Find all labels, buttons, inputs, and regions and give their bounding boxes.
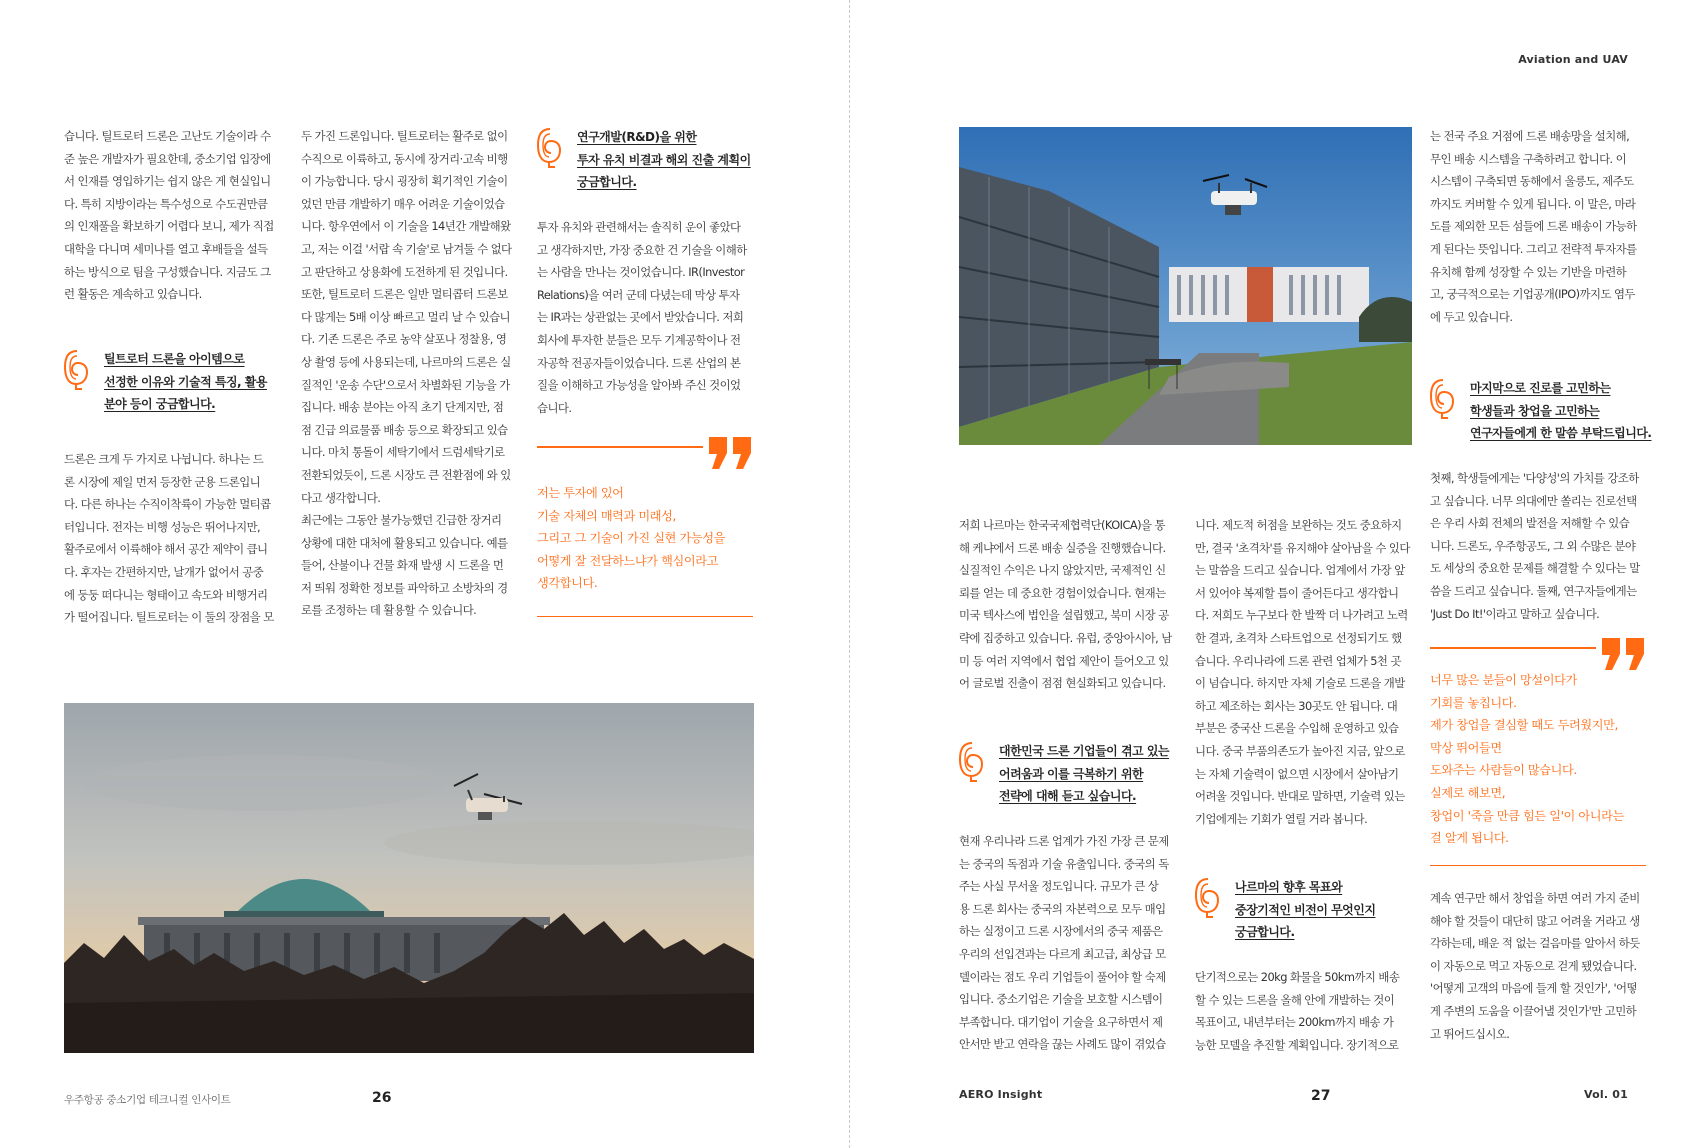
line: 제가 창업을 결심할 때도 두려웠지만,	[1430, 718, 1618, 733]
text-line: 활주로에서 이륙해야 해서 공간 제약이 큽니	[64, 542, 268, 557]
question-text	[1235, 876, 1375, 944]
text-line: 전환되었듯이, 드론 시장도 큰 전환점에 와 있	[301, 467, 511, 482]
line: 생각합니다.	[537, 576, 598, 591]
magazine-name: AERO Insight	[959, 1088, 1043, 1101]
text-line: 대학을 다니며 세미나를 열고 후배들을 설득	[64, 241, 268, 256]
text-line: 고 싶습니다. 너무 의대에만 쏠리는 진로선택	[1430, 493, 1637, 508]
page-number: 27	[1311, 1088, 1331, 1104]
text-line: 니다. 중국 부품의존도가 높아진 지금, 앞으로	[1195, 743, 1405, 758]
question-heading	[957, 740, 1169, 808]
question-text	[1470, 377, 1651, 445]
text-line: 실질적인 수익은 나지 않았지만, 국제적인 신	[959, 563, 1166, 578]
text-line: 하는 실정이고 드론 시장에서의 중국 제품은	[959, 924, 1163, 939]
building-drone-photo	[959, 127, 1412, 445]
text-line: 입니다. 중소기업은 기술을 보호할 시스템이	[959, 992, 1163, 1007]
text-line: 회사에 투자한 분들은 모두 기계공학이나 전	[537, 332, 741, 347]
text-line: 었던 만큼 개발하기 매우 어려운 기술이었습	[301, 196, 505, 211]
right-col3-bottom	[1430, 887, 1646, 1045]
left-col2	[301, 125, 515, 622]
text-line: 뢰를 얻는 데 중요한 경험이었습니다. 현재는	[959, 585, 1166, 600]
text-line: 가 떨어집니다. 틸트로터는 이 둘의 장점을 모	[64, 610, 274, 625]
text-line: 도를 제외한 모든 섬들에 드론 배송이 가능하	[1430, 219, 1637, 234]
line: 궁금합니다.	[1235, 925, 1295, 940]
text-line: 다 많게는 5배 이상 빠르고 멀리 날 수 있습니	[301, 309, 510, 324]
line: 저는 투자에 있어	[537, 486, 624, 500]
text-line: 로를 조정하는 데 활용할 수 있습니다.	[301, 603, 477, 618]
text-line: 다. 다른 하나는 수직이착륙이 가능한 멀티콥	[64, 497, 271, 512]
text-line: 만, 결국 '초격차'를 유지해야 살아남을 수 있다	[1195, 540, 1410, 555]
text-line: 질적인 '운송 수단'으로서 차별화된 기능을 가	[301, 377, 510, 392]
assembly-drone-photo	[64, 703, 754, 1053]
text-line: 다고 생각합니다.	[301, 490, 381, 505]
text-line: 다. 저희도 누구보다 한 발짝 더 나가려고 노력	[1195, 608, 1408, 623]
line: 선정한 이유와 기술적 특징, 활용	[104, 374, 267, 389]
text-line: 서 있어야 복제할 틈이 줄어든다고 생각합니	[1195, 585, 1399, 600]
text-line: 서 인재를 영입하기는 쉽지 않은 게 현실입니	[64, 174, 271, 189]
text-line: 델이라는 점도 우리 기업들이 풀어야 할 숙제	[959, 969, 1166, 984]
text-line: 상황에 대한 대처에 활용되고 있습니다. 예를	[301, 535, 508, 550]
running-footer: 우주항공 중소기업 테크니컬 인사이트	[64, 1094, 231, 1106]
right-col3-mid	[1430, 467, 1646, 625]
text-line: 런 활동은 계속하고 있습니다.	[64, 287, 202, 302]
right-col1-top	[959, 514, 1175, 695]
line: 나르마의 향후 목표와	[1235, 880, 1343, 894]
text-line: 략에 집중하고 있습니다. 유럽, 중앙아시아, 남	[959, 630, 1172, 645]
text-line: 수직으로 이륙하고, 동시에 장거리·고속 비행	[301, 151, 508, 166]
text-line: 또한, 틸트로터 드론은 일반 멀티콥터 드론보	[301, 287, 508, 302]
text-line: 도 세상의 중요한 문제를 해결할 수 있다는 말	[1430, 561, 1640, 576]
line: 어떻게 잘 전달하느냐가 핵심이라고	[537, 553, 719, 568]
line: 기회를 놓칩니다.	[1430, 695, 1517, 710]
text-line: 드론은 크게 두 가지로 나뉩니다. 하나는 드	[64, 452, 264, 466]
text-line: 게 된다는 뜻입니다. 그리고 전략적 투자자를	[1430, 241, 1637, 256]
quote-mark-icon	[1600, 638, 1646, 670]
line: 투자 유치 비결과 해외 진출 계획이	[577, 152, 751, 167]
text-line: 안서만 받고 연락을 끊는 사례도 많이 겪었습	[959, 1037, 1166, 1052]
line: 너무 많은 분들이 망설이다가	[1430, 673, 1577, 687]
quote-rule-top	[1430, 647, 1596, 649]
pull-quote	[1430, 647, 1646, 871]
text-line: 고, 저는 이걸 '서랍 속 기술'로 남겨둘 수 없다	[301, 241, 512, 256]
line: 창업이 '죽을 만큼 힘든 일'이 아니라는	[1430, 808, 1624, 823]
text-line: 는 자체 기술력이 없으면 시장에서 살아남기	[1195, 766, 1399, 781]
line: 연구자들에게 한 말씀 부탁드립니다.	[1470, 426, 1652, 441]
text-line: 게 주변의 도움을 이끌어낼 것인가'만 고민하	[1430, 1003, 1637, 1018]
text-line: 한 결과, 초격차 스타트업으로 선정되기도 했	[1195, 630, 1402, 645]
line: 도와주는 사람들이 많습니다.	[1430, 763, 1577, 778]
quote-text	[1430, 669, 1624, 850]
text-line: 점 긴급 의료물품 배송 등으로 확장되고 있습	[301, 422, 508, 437]
text-line: 이 가능합니다. 당시 굉장히 획기적인 기술이	[301, 174, 508, 189]
text-line: 고 판단하고 상용화에 도전하게 된 것입니다.	[301, 264, 508, 279]
question-text	[577, 126, 751, 194]
line: 기술 자체의 매력과 미래성,	[537, 508, 677, 523]
text-line: 능한 모델을 추진할 계획입니다. 장기적으로	[1195, 1037, 1399, 1052]
left-col1-bottom	[64, 448, 276, 629]
text-line: 주는 사실 무서울 정도입니다. 규모가 큰 상	[959, 879, 1159, 894]
text-line: 습니다.	[537, 400, 572, 415]
text-line: 습니다. 틸트로터 드론은 고난도 기술이라 수	[64, 129, 271, 143]
right-col2-top	[1195, 514, 1411, 830]
page-number: 26	[372, 1090, 392, 1106]
line: 중장기적인 비전이 무엇인지	[1235, 902, 1376, 917]
text-line: 니다. 항우연에서 이 기술을 14년간 개발해왔	[301, 219, 511, 234]
text-line: 들어, 산불이나 건물 화재 발생 시 드론을 먼	[301, 558, 504, 573]
question-text	[104, 348, 267, 416]
text-line: 미 등 여러 지역에서 협업 제안이 들어오고 있	[959, 653, 1169, 668]
question-heading	[62, 348, 267, 416]
quote-mark-icon	[707, 437, 753, 469]
quote-rule-top	[537, 446, 703, 448]
question-icon	[1193, 876, 1223, 920]
text-line: 목표이고, 내년부터는 200km까지 배송 가	[1195, 1015, 1394, 1030]
quote-text	[537, 482, 725, 595]
text-line: 질을 이해하고 가능성을 알아봐 주신 것이었	[537, 378, 741, 393]
text-line: 저희 나르마는 한국국제협력단(KOICA)을 통	[959, 518, 1165, 532]
text-line: 다. 후자는 간편하지만, 날개가 없어서 공중	[64, 564, 264, 579]
text-line: 다. 기존 드론은 주로 농약 살포나 정찰용, 영	[301, 332, 507, 347]
text-line: 기업에게는 기회가 열릴 거라 봅니다.	[1195, 811, 1368, 826]
text-line: 각하는데, 배운 적 없는 걸음마를 알아서 하듯	[1430, 936, 1640, 951]
right-page	[852, 0, 1701, 1148]
line: 틸트로터 드론을 아이템으로	[104, 352, 245, 366]
text-line: 자공학 전공자들이었습니다. 드론 산업의 본	[537, 355, 741, 370]
text-line: 유치해 함께 성장할 수 있는 기반을 마련하	[1430, 264, 1627, 279]
text-line: 는 사람을 만나는 것이었습니다. IR(Investor	[537, 265, 745, 280]
text-line: 이 자동으로 먹고 자동으로 걷게 됐었습니다.	[1430, 958, 1637, 973]
line: 막상 뛰어들면	[1430, 740, 1502, 755]
quote-rule-bottom	[1430, 865, 1646, 866]
text-line: 무인 배송 시스템을 구축하려고 합니다. 이	[1430, 151, 1627, 166]
text-line: 해야 할 것들이 대단히 많고 어려울 거라고 생	[1430, 913, 1640, 928]
text-line: 단기적으로는 20kg 화물을 50km까지 배송	[1195, 970, 1400, 984]
text-line: 우리의 선입견과는 다르게 최고급, 최상급 모	[959, 946, 1166, 961]
question-icon	[535, 126, 565, 170]
text-line: 는 중국의 독점과 기술 유출입니다. 중국의 독	[959, 856, 1169, 871]
text-line: 할 수 있는 드론을 올해 안에 개발하는 것이	[1195, 992, 1395, 1007]
text-line: 는 말씀을 드리고 싶습니다. 업계에서 가장 앞	[1195, 563, 1405, 578]
line: 실제로 해보면,	[1430, 785, 1506, 800]
line: 학생들과 창업을 고민하는	[1470, 403, 1600, 418]
text-line: 부분은 중국산 드론을 수입해 운영하고 있습	[1195, 721, 1399, 736]
text-line: 니다. 마치 통돌이 세탁기에서 드럼세탁기로	[301, 445, 505, 460]
left-page	[0, 0, 849, 1148]
text-line: 고, 궁극적으로는 기업공개(IPO)까지도 염두	[1430, 287, 1635, 302]
line: 궁금합니다.	[577, 175, 637, 190]
quote-rule-bottom	[537, 616, 753, 617]
line: 걸 알게 됩니다.	[1430, 831, 1509, 846]
text-line: 투자 유치와 관련해서는 솔직히 운이 좋았다	[537, 220, 741, 234]
text-line: 론 시장에 제일 먼저 등장한 군용 드론입니	[64, 474, 261, 489]
text-line: 고 뛰어드십시오.	[1430, 1026, 1510, 1041]
text-line: 상 촬영 등에 사용되는데, 나르마의 드론은 실	[301, 354, 511, 369]
text-line: 계속 연구만 해서 창업을 하면 여러 가지 준비	[1430, 891, 1640, 905]
text-line: 습니다. 우리나라에 드론 관련 업체가 5천 곳	[1195, 653, 1401, 668]
text-line: 두 가진 드론입니다. 틸트로터는 활주로 없이	[301, 129, 508, 143]
line: 분야 등이 궁금합니다.	[104, 397, 216, 412]
text-line: 집니다. 배송 분야는 아직 초기 단계지만, 점	[301, 400, 504, 415]
text-line: 첫째, 학생들에게는 '다양성'의 가치를 강조하	[1430, 471, 1639, 485]
text-line: 은 우리 사회 전체의 발전을 저해할 수 있습	[1430, 516, 1630, 531]
line: 대한민국 드론 기업들이 겪고 있는	[999, 744, 1170, 758]
text-line: 까지도 커버할 수 있게 됩니다. 이 말은, 마라	[1430, 196, 1636, 211]
pull-quote	[537, 446, 753, 621]
text-line: 에 두고 있습니다.	[1430, 309, 1513, 324]
text-line: 고 생각하지만, 가장 중요한 건 기술을 이해하	[537, 242, 747, 257]
line: 그리고 그 기술이 가진 실현 가능성을	[537, 531, 725, 546]
text-line: 미국 텍사스에 법인을 설립했고, 북미 시장 공	[959, 608, 1169, 623]
text-line: 현재 우리나라 드론 업계가 가진 가장 큰 문제	[959, 834, 1169, 848]
text-line: 터입니다. 전자는 비행 성능은 뛰어나지만,	[64, 519, 261, 534]
text-line: 이 넘습니다. 하지만 자체 기술로 드론을 개발	[1195, 676, 1405, 691]
text-line: 용 드론 회사는 중국의 자본력으로 모두 매입	[959, 901, 1166, 916]
text-line: 하는 방식으로 팀을 구성했습니다. 지금도 그	[64, 264, 271, 279]
question-icon	[1428, 377, 1458, 421]
text-line: 는 전국 주요 거점에 드론 배송망을 설치해,	[1430, 129, 1630, 143]
text-line: 해 케냐에서 드론 배송 실증을 진행했습니다.	[959, 540, 1166, 555]
line: 연구개발(R&D)을 위한	[577, 130, 697, 144]
left-col1-top	[64, 125, 276, 306]
text-line: 다. 특히 지방이라는 특수성으로 수도권만큼	[64, 196, 268, 211]
right-col2-bottom	[1195, 966, 1411, 1056]
text-line: 준 높은 개발자가 필요한데, 중소기업 입장에	[64, 151, 271, 166]
section-header: Aviation and UAV	[1518, 53, 1628, 66]
volume-label: Vol. 01	[1584, 1088, 1628, 1101]
right-col3-top	[1430, 125, 1646, 328]
line: 전략에 대해 듣고 싶습니다.	[999, 789, 1137, 804]
question-text	[999, 740, 1169, 808]
question-heading	[1428, 377, 1651, 445]
text-line: 어려울 것입니다. 반대로 말하면, 기술력 있는	[1195, 789, 1405, 804]
text-line: 에 둥둥 떠다니는 형태이고 속도와 비행거리	[64, 587, 268, 602]
text-line: 니다. 제도적 허점을 보완하는 것도 중요하지	[1195, 518, 1402, 532]
text-line: 'Just Do It!'이라고 말하고 싶습니다.	[1430, 606, 1600, 621]
text-line: 시스템이 구축되면 동해에서 울릉도, 제주도	[1430, 174, 1634, 189]
line: 마지막으로 진로를 고민하는	[1470, 381, 1611, 395]
text-line: 하고 제조하는 회사는 30곳도 안 됩니다. 대	[1195, 698, 1398, 713]
line: 어려움과 이를 극복하기 위한	[999, 766, 1144, 781]
text-line: 니다. 드론도, 우주항공도, 그 외 수많은 분야	[1430, 538, 1636, 553]
text-line: 부족합니다. 대기업이 기술을 요구하면서 제	[959, 1014, 1163, 1029]
question-icon	[62, 348, 92, 392]
text-line: 씀을 드리고 싶습니다. 둘째, 연구자들에게는	[1430, 583, 1637, 598]
text-line: 어 글로벌 진출이 점점 현실화되고 있습니다.	[959, 676, 1166, 691]
text-line: '어떻게 고객의 마음에 들게 할 것인가', '어떻	[1430, 981, 1637, 996]
text-line: 는 IR과는 상관없는 곳에서 받았습니다. 저희	[537, 310, 744, 325]
left-col3	[537, 216, 753, 419]
question-heading	[1193, 876, 1375, 944]
text-line: 의 인재풀을 확보하기 어렵다 보니, 제가 직접	[64, 219, 274, 234]
text-line: 저 띄워 정확한 정보를 파악하고 소방차의 경	[301, 580, 508, 595]
right-col1-bottom	[959, 830, 1175, 1056]
question-icon	[957, 740, 987, 784]
text-line: 최근에는 그동안 불가능했던 긴급한 장거리	[301, 513, 502, 528]
text-line: Relations)을 여러 군데 다녔는데 막상 투자	[537, 287, 740, 302]
question-heading	[535, 126, 751, 194]
